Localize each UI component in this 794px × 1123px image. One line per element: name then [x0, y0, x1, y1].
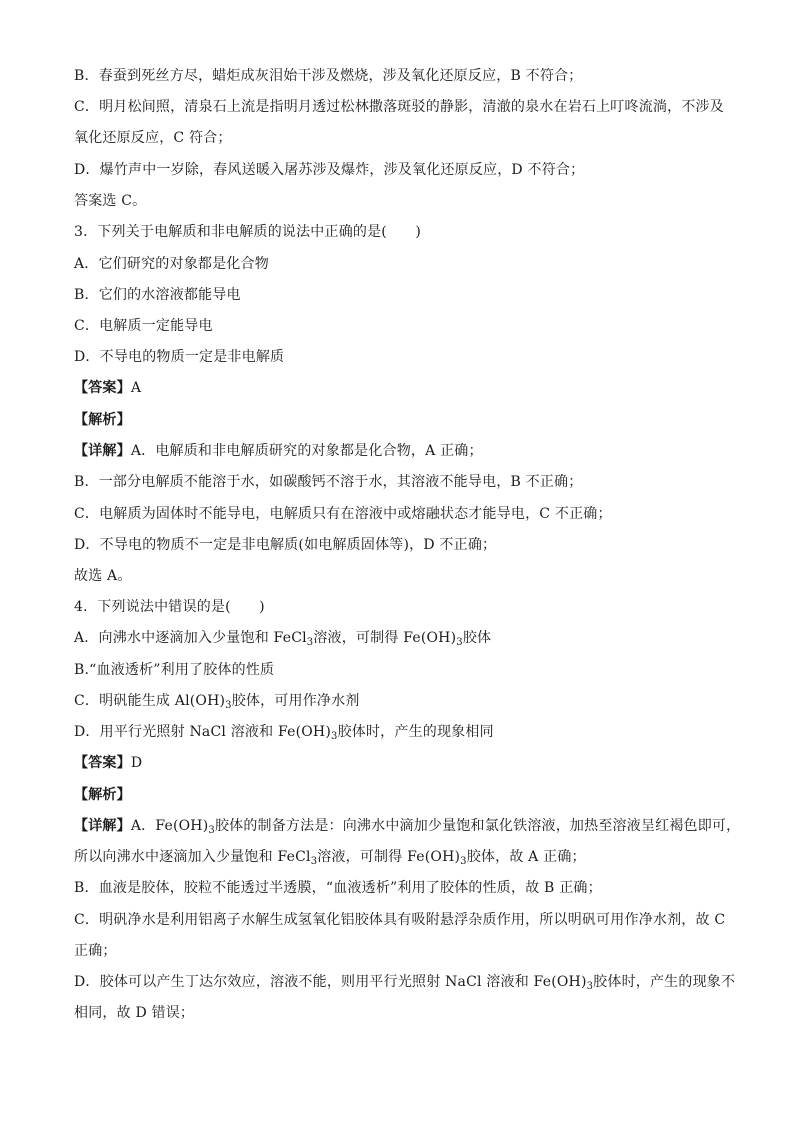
subscript: 3	[331, 731, 338, 742]
subscript: 3	[208, 825, 215, 836]
q3-answer-label: 答案	[88, 380, 117, 396]
q4-option-a-text-end: 胶体	[462, 630, 492, 646]
subscript: 3	[306, 637, 314, 648]
q4-detail-d1-text-end: 胶体时，产生的现象不	[593, 974, 736, 990]
q4-detail-a-line1	[74, 816, 741, 836]
q3-answer	[74, 378, 734, 398]
q4-option-a-text-mid: 溶液，可制得 Fe(OH)	[313, 630, 457, 646]
analysis-bracket-close: 】	[116, 787, 131, 803]
q3-conclusion: 故选 A。	[74, 568, 132, 584]
q4-detail-d-line2: 相同，故 D 错误；	[74, 1005, 195, 1021]
q4-answer-label: 答案	[88, 755, 117, 771]
q4-detail-c-line1: C．明矾净水是利用铝离子水解生成氢氧化铝胶体具有吸附悬浮杂质作用，所以明矾可用作净水剂，故 C	[74, 912, 726, 928]
analysis-bracket-open: 【	[74, 412, 89, 428]
q4-analysis-label: 解析	[88, 787, 117, 803]
q3-answer-value: A	[130, 380, 142, 396]
q4-detail-a1-text: A．Fe(OH)	[130, 818, 209, 834]
subscript: 3	[456, 637, 463, 648]
q4-answer	[74, 753, 734, 773]
q4-option-c	[74, 691, 734, 711]
q3-option-a: A．它们研究的对象都是化合物	[74, 256, 269, 272]
q4-detail-a2-text: 所以向沸水中逐滴加入少量饱和 FeCl	[74, 849, 311, 865]
prev-solution-d: D．爆竹声中一岁除，春风送暖入屠苏涉及爆炸，涉及氧化还原反应，D 不符合；	[74, 162, 585, 178]
subscript: 3	[586, 981, 594, 992]
q3-detail-d: D．不导电的物质不一定是非电解质(如电解质固体等)，D 不正确；	[74, 537, 497, 553]
analysis-bracket-close: 】	[116, 412, 131, 428]
prev-solution-c-line1: C．明月松间照，清泉石上流是指明月透过松林撒落斑驳的静影，清澈的泉水在岩石上叮咚流淌，不涉及	[74, 99, 724, 115]
q3-option-d: D．不导电的物质一定是非电解质	[74, 349, 285, 365]
answer-bracket-open: 【	[74, 755, 89, 771]
q4-detail-d-line1	[74, 972, 734, 992]
q4-detail-a2-text-end: 胶体，故 A 正确；	[466, 849, 586, 865]
q4-option-b: B.“血液透析”利用了胶体的性质	[74, 662, 275, 678]
q4-option-c-text-end: 胶体，可用作净水剂	[231, 693, 360, 709]
detail-bracket-close: 】	[116, 443, 131, 459]
q4-detail-label: 详解	[88, 818, 117, 834]
q3-detail-a	[74, 441, 734, 461]
q4-answer-value: D	[130, 755, 143, 771]
prev-solution-c-line2: 氧化还原反应，C 符合；	[74, 130, 232, 146]
prev-solution-b: B．春蚕到死丝方尽，蜡炬成灰泪始干涉及燃烧，涉及氧化还原反应，B 不符合；	[74, 68, 583, 84]
q3-stem: 3．下列关于电解质和非电解质的说法中正确的是( )	[74, 224, 422, 240]
q4-option-d	[74, 722, 734, 742]
subscript: 3	[225, 700, 232, 711]
answer-bracket-open: 【	[74, 380, 89, 396]
q4-detail-b: B．血液是胶体，胶粒不能透过半透膜，“血液透析”利用了胶体的性质，故 B 正确；	[74, 880, 602, 896]
subscript: 3	[460, 856, 467, 867]
detail-bracket-open: 【	[74, 443, 89, 459]
q4-detail-a1-text-end: 胶体的制备方法是：向沸水中滴加少量饱和氯化铁溶液，加热至溶液呈红褐色即可，	[214, 818, 741, 834]
subscript: 3	[310, 856, 318, 867]
q4-option-a-text: A．向沸水中逐滴加入少量饱和 FeCl	[74, 630, 307, 646]
q3-detail-a-text: A．电解质和非电解质研究的对象都是化合物，A 正确；	[130, 443, 483, 459]
q4-stem: 4．下列说法中错误的是( )	[74, 599, 265, 615]
q3-analysis-label: 解析	[88, 412, 117, 428]
q4-option-c-text: C．明矾能生成 Al(OH)	[74, 693, 226, 709]
q3-analysis	[74, 410, 734, 430]
q4-option-d-text-end: 胶体时，产生的现象相同	[337, 724, 494, 740]
q3-detail-label: 详解	[88, 443, 117, 459]
analysis-bracket-open: 【	[74, 787, 89, 803]
detail-bracket-open: 【	[74, 818, 89, 834]
prev-solution-conclusion: 答案选 C。	[74, 193, 147, 209]
q4-option-a	[74, 628, 734, 648]
q3-option-b: B．它们的水溶液都能导电	[74, 287, 241, 303]
q4-option-d-text: D．用平行光照射 NaCl 溶液和 Fe(OH)	[74, 724, 332, 740]
q4-analysis	[74, 785, 734, 805]
answer-bracket-close: 】	[116, 755, 131, 771]
q3-option-c: C．电解质一定能导电	[74, 318, 213, 334]
detail-bracket-close: 】	[116, 818, 131, 834]
q3-detail-c: C．电解质为固体时不能导电，电解质只有在溶液中或熔融状态才能导电，C 不正确；	[74, 506, 612, 522]
q3-detail-b: B．一部分电解质不能溶于水，如碳酸钙不溶于水，其溶液不能导电，B 不正确；	[74, 474, 583, 490]
q4-detail-c-line2: 正确；	[74, 943, 117, 959]
q4-detail-d1-text: D．胶体可以产生丁达尔效应，溶液不能，则用平行光照射 NaCl 溶液和 Fe(OH)	[74, 974, 587, 990]
answer-bracket-close: 】	[116, 380, 131, 396]
q4-detail-a-line2	[74, 847, 734, 867]
q4-detail-a2-text-mid: 溶液，可制得 Fe(OH)	[317, 849, 461, 865]
